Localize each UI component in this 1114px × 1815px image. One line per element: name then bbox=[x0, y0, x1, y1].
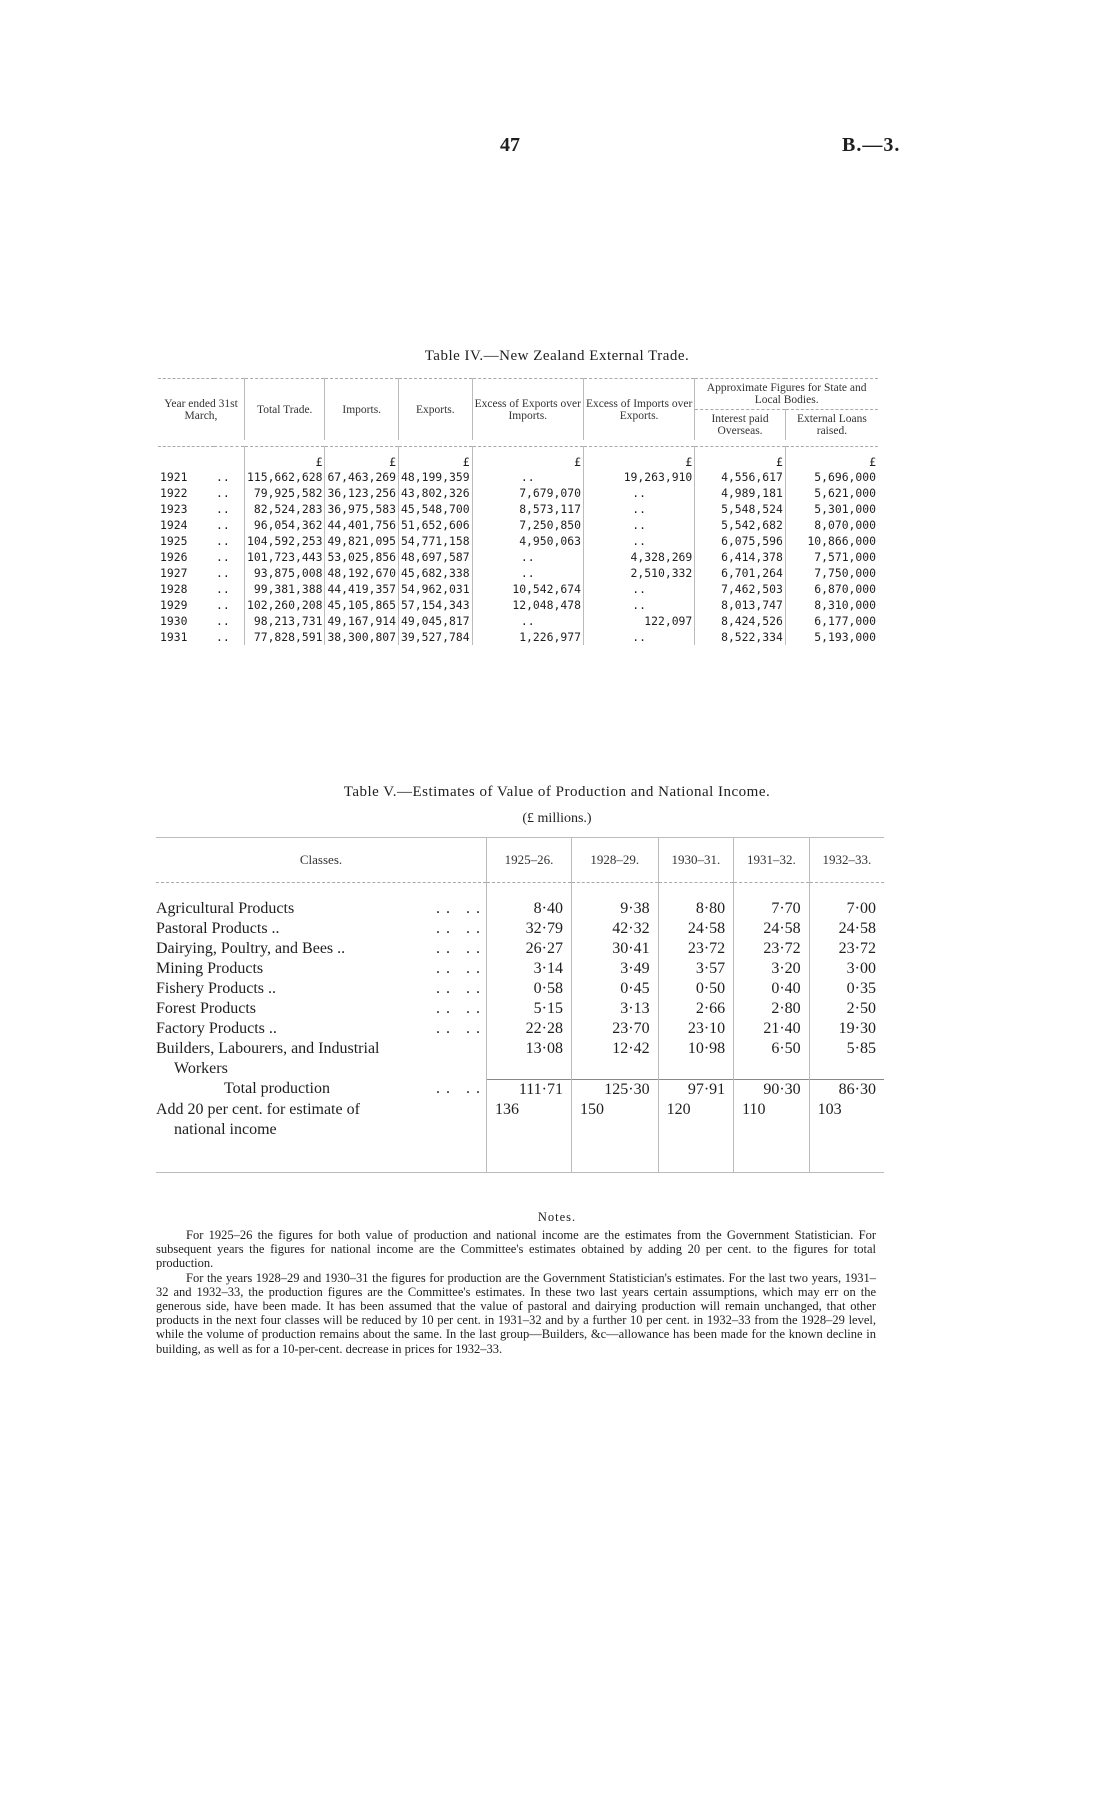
class-label-text: Total production bbox=[224, 1080, 330, 1097]
trade-row bbox=[158, 485, 878, 501]
cell-exports: 39,527,784 bbox=[399, 629, 473, 645]
cell-year: 1929 bbox=[160, 598, 188, 612]
total-row bbox=[156, 1079, 884, 1100]
cell-excess-imports: .. bbox=[583, 597, 694, 613]
cell-year: 1921 bbox=[160, 470, 188, 484]
cell-interest: 4,556,617 bbox=[695, 469, 786, 485]
cell-interest: 5,542,682 bbox=[695, 517, 786, 533]
header-year: 1931–32. bbox=[734, 838, 810, 883]
header-excess-exports: Excess of Exports over Imports. bbox=[472, 379, 583, 441]
value-cell: 86·30 bbox=[809, 1079, 884, 1100]
value-cell: 24·58 bbox=[658, 919, 734, 939]
header-classes: Classes. bbox=[156, 838, 487, 883]
class-label-text: national income bbox=[174, 1120, 277, 1138]
class-label-text: Factory Products .. bbox=[156, 1020, 277, 1037]
cell-interest: 8,424,526 bbox=[695, 613, 786, 629]
cell-excess-imports: 2,510,332 bbox=[583, 565, 694, 581]
cell-imports: 49,821,095 bbox=[325, 533, 399, 549]
cell-imports: 36,123,256 bbox=[325, 485, 399, 501]
cell-exports: 48,199,359 bbox=[399, 469, 473, 485]
external-trade-table bbox=[158, 378, 878, 645]
cell-excess-exports: .. bbox=[472, 613, 583, 629]
cell-year: 1928 bbox=[160, 582, 188, 596]
value-cell: 0·40 bbox=[734, 979, 810, 999]
class-label-text: Workers bbox=[174, 1060, 228, 1077]
value-cell: 111·71 bbox=[487, 1079, 572, 1100]
cell-loans: 10,866,000 bbox=[785, 533, 878, 549]
value-cell: 0·45 bbox=[571, 979, 658, 999]
value-cell: 97·91 bbox=[658, 1079, 734, 1100]
cell-total: 77,828,591 bbox=[245, 629, 325, 645]
cell-excess-imports: .. bbox=[583, 533, 694, 549]
value-cell: 0·35 bbox=[809, 979, 884, 999]
value-cell: 110 bbox=[734, 1100, 810, 1140]
class-row bbox=[156, 919, 884, 939]
cell-total: 79,925,582 bbox=[245, 485, 325, 501]
cell-excess-exports: 4,950,063 bbox=[472, 533, 583, 549]
class-label bbox=[156, 919, 487, 939]
leader-dots: .. .. bbox=[436, 920, 486, 937]
cell-year: 1925 bbox=[160, 534, 188, 548]
cell-exports: 45,682,338 bbox=[399, 565, 473, 581]
value-cell: 8·40 bbox=[487, 899, 572, 919]
trade-row bbox=[158, 581, 878, 597]
value-cell: 12·42 bbox=[571, 1039, 658, 1079]
national-income-row bbox=[156, 1100, 884, 1140]
cell-excess-imports: .. bbox=[583, 501, 694, 517]
class-label-text: Fishery Products .. bbox=[156, 980, 276, 997]
class-row bbox=[156, 999, 884, 1019]
cell-excess-imports: .. bbox=[583, 629, 694, 645]
cell-year: 1927 bbox=[160, 566, 188, 580]
cell-total: 115,662,628 bbox=[245, 469, 325, 485]
cell-year: 1923 bbox=[160, 502, 188, 516]
trade-row bbox=[158, 469, 878, 485]
cell-excess-exports: .. bbox=[472, 469, 583, 485]
class-label bbox=[156, 1079, 487, 1100]
cell-excess-exports: 10,542,674 bbox=[472, 581, 583, 597]
header-total-trade: Total Trade. bbox=[245, 379, 325, 441]
builders-row bbox=[156, 1039, 884, 1079]
currency-unit: £ bbox=[785, 447, 878, 470]
header-year: 1930–31. bbox=[658, 838, 734, 883]
header-external-loans: External Loans raised. bbox=[785, 410, 878, 441]
cell-dots: .. bbox=[216, 550, 230, 564]
cell-excess-imports: 122,097 bbox=[583, 613, 694, 629]
cell-dots: .. bbox=[216, 518, 230, 532]
cell-imports: 38,300,807 bbox=[325, 629, 399, 645]
value-cell: 23·70 bbox=[571, 1019, 658, 1039]
cell-exports: 51,652,606 bbox=[399, 517, 473, 533]
cell-exports: 45,548,700 bbox=[399, 501, 473, 517]
cell-imports: 53,025,856 bbox=[325, 549, 399, 565]
header-year: 1925–26. bbox=[487, 838, 572, 883]
cell-dots: .. bbox=[216, 614, 230, 628]
class-row bbox=[156, 899, 884, 919]
value-cell: 3·00 bbox=[809, 959, 884, 979]
leader-dots: .. .. bbox=[436, 980, 486, 997]
note-paragraph: For the years 1928–29 and 1930–31 the figures for production are the Government Statistician's estimates. For the last two years, 1931–32 and 1932–33, the production figures are the Committee's estimates. In these two last years certain assumptions, which may err on the generous side, have been made. It has been assumed that the value of pastoral and dairying production will remain unchanged, that other products in the next four classes will be reduced by 10 per cent. in 1931–32 and by a further 10 per cent. in 1932–33 from the 1928–29 level, while the volume of production remains about the same. In the last group—Builders, &c—allowance has been made for the known decline in building, as well as for a 10-per-cent. decrease in prices for 1932–33. bbox=[156, 1270, 876, 1356]
cell-imports: 49,167,914 bbox=[325, 613, 399, 629]
value-cell: 90·30 bbox=[734, 1079, 810, 1100]
table5-title: Table V.—Estimates of Value of Production and National Income. bbox=[343, 784, 771, 800]
cell-interest: 6,701,264 bbox=[695, 565, 786, 581]
note-paragraph: For 1925–26 the figures for both value of production and national income are the estimates from the Government Statistician. For subsequent years the figures for national income are the Committee's estimates obtained by adding 20 per cent. to the figures for total production. bbox=[156, 1228, 876, 1271]
cell-loans: 5,193,000 bbox=[785, 629, 878, 645]
cell-interest: 4,989,181 bbox=[695, 485, 786, 501]
cell-dots: .. bbox=[216, 502, 230, 516]
class-label bbox=[156, 939, 487, 959]
trade-row bbox=[158, 597, 878, 613]
cell-exports: 54,771,158 bbox=[399, 533, 473, 549]
class-label-text: Agricultural Products bbox=[156, 900, 295, 917]
cell-excess-exports: 8,573,117 bbox=[472, 501, 583, 517]
class-label bbox=[156, 1039, 487, 1079]
trade-row bbox=[158, 613, 878, 629]
leader-dots: .. .. bbox=[436, 900, 486, 917]
cell-imports: 48,192,670 bbox=[325, 565, 399, 581]
cell-excess-exports: 12,048,478 bbox=[472, 597, 583, 613]
header-year: 1932–33. bbox=[809, 838, 884, 883]
value-cell: 24·58 bbox=[734, 919, 810, 939]
cell-excess-exports: 7,250,850 bbox=[472, 517, 583, 533]
value-cell: 23·10 bbox=[658, 1019, 734, 1039]
value-cell: 3·20 bbox=[734, 959, 810, 979]
value-cell: 13·08 bbox=[487, 1039, 572, 1079]
class-row bbox=[156, 939, 884, 959]
value-cell: 3·13 bbox=[571, 999, 658, 1019]
cell-excess-imports: .. bbox=[583, 485, 694, 501]
header-interest-paid: Interest paid Overseas. bbox=[695, 410, 786, 441]
cell-dots: .. bbox=[216, 582, 230, 596]
cell-dots: .. bbox=[216, 534, 230, 548]
cell-year: 1926 bbox=[160, 550, 188, 564]
trade-row bbox=[158, 533, 878, 549]
production-income-table bbox=[156, 837, 884, 1173]
value-cell: 21·40 bbox=[734, 1019, 810, 1039]
cell-interest: 7,462,503 bbox=[695, 581, 786, 597]
value-cell: 19·30 bbox=[809, 1019, 884, 1039]
value-cell: 23·72 bbox=[809, 939, 884, 959]
value-cell: 22·28 bbox=[487, 1019, 572, 1039]
value-cell: 24·58 bbox=[809, 919, 884, 939]
value-cell: 3·57 bbox=[658, 959, 734, 979]
class-row bbox=[156, 959, 884, 979]
cell-year: 1924 bbox=[160, 518, 188, 532]
trade-row bbox=[158, 565, 878, 581]
class-label-text: Mining Products bbox=[156, 960, 264, 977]
value-cell: 125·30 bbox=[571, 1079, 658, 1100]
class-label-text: Forest Products bbox=[156, 1000, 256, 1017]
table-end bbox=[156, 1140, 884, 1173]
header-approx-figures: Approximate Figures for State and Local Bodies. bbox=[695, 379, 878, 410]
value-cell: 5·15 bbox=[487, 999, 572, 1019]
cell-imports: 44,419,357 bbox=[325, 581, 399, 597]
cell-excess-imports: 4,328,269 bbox=[583, 549, 694, 565]
notes-body bbox=[156, 1228, 876, 1356]
class-label bbox=[156, 959, 487, 979]
header-year: Year ended 31st March, bbox=[158, 379, 245, 441]
class-label bbox=[156, 899, 487, 919]
value-cell: 2·66 bbox=[658, 999, 734, 1019]
cell-year: 1931 bbox=[160, 630, 188, 644]
page-number: 47 bbox=[500, 134, 520, 156]
value-cell: 9·38 bbox=[571, 899, 658, 919]
cell-exports: 48,697,587 bbox=[399, 549, 473, 565]
cell-excess-imports: 19,263,910 bbox=[583, 469, 694, 485]
value-cell: 120 bbox=[658, 1100, 734, 1140]
value-cell: 6·50 bbox=[734, 1039, 810, 1079]
cell-excess-imports: .. bbox=[583, 517, 694, 533]
class-label bbox=[156, 1019, 487, 1039]
value-cell: 2·80 bbox=[734, 999, 810, 1019]
leader-dots: .. .. bbox=[436, 1000, 486, 1017]
currency-unit: £ bbox=[399, 447, 473, 470]
cell-exports: 54,962,031 bbox=[399, 581, 473, 597]
currency-unit: £ bbox=[583, 447, 694, 470]
cell-loans: 7,571,000 bbox=[785, 549, 878, 565]
header-year: 1928–29. bbox=[571, 838, 658, 883]
currency-unit: £ bbox=[472, 447, 583, 470]
leader-dots: .. .. bbox=[436, 1020, 486, 1037]
value-cell: 8·80 bbox=[658, 899, 734, 919]
leader-dots: .. .. bbox=[436, 940, 486, 957]
currency-unit: £ bbox=[325, 447, 399, 470]
value-cell: 103 bbox=[809, 1100, 884, 1140]
currency-unit: £ bbox=[245, 447, 325, 470]
cell-imports: 45,105,865 bbox=[325, 597, 399, 613]
cell-total: 96,054,362 bbox=[245, 517, 325, 533]
cell-total: 82,524,283 bbox=[245, 501, 325, 517]
value-cell: 136 bbox=[487, 1100, 572, 1140]
value-cell: 10·98 bbox=[658, 1039, 734, 1079]
cell-total: 102,260,208 bbox=[245, 597, 325, 613]
cell-year: 1922 bbox=[160, 486, 188, 500]
cell-dots: .. bbox=[216, 630, 230, 644]
cell-excess-exports: 1,226,977 bbox=[472, 629, 583, 645]
value-cell: 0·50 bbox=[658, 979, 734, 999]
cell-excess-exports: .. bbox=[472, 549, 583, 565]
value-cell: 32·79 bbox=[487, 919, 572, 939]
cell-loans: 8,070,000 bbox=[785, 517, 878, 533]
cell-excess-exports: .. bbox=[472, 565, 583, 581]
header-exports: Exports. bbox=[399, 379, 473, 441]
cell-interest: 8,013,747 bbox=[695, 597, 786, 613]
class-label bbox=[156, 979, 487, 999]
class-label-text: Pastoral Products .. bbox=[156, 920, 280, 937]
cell-interest: 6,075,596 bbox=[695, 533, 786, 549]
value-cell: 23·72 bbox=[734, 939, 810, 959]
header-excess-imports: Excess of Imports over Exports. bbox=[583, 379, 694, 441]
cell-total: 101,723,443 bbox=[245, 549, 325, 565]
cell-interest: 5,548,524 bbox=[695, 501, 786, 517]
trade-row bbox=[158, 629, 878, 645]
class-row bbox=[156, 979, 884, 999]
cell-dots: .. bbox=[216, 598, 230, 612]
cell-loans: 8,310,000 bbox=[785, 597, 878, 613]
cell-total: 93,875,008 bbox=[245, 565, 325, 581]
cell-interest: 6,414,378 bbox=[695, 549, 786, 565]
value-cell: 0·58 bbox=[487, 979, 572, 999]
class-label-text: Add 20 per cent. for estimate of bbox=[156, 1100, 360, 1118]
trade-row bbox=[158, 517, 878, 533]
value-cell: 7·70 bbox=[734, 899, 810, 919]
value-cell: 3·14 bbox=[487, 959, 572, 979]
cell-imports: 44,401,756 bbox=[325, 517, 399, 533]
class-label bbox=[156, 1100, 487, 1140]
cell-total: 98,213,731 bbox=[245, 613, 325, 629]
value-cell: 2·50 bbox=[809, 999, 884, 1019]
cell-dots: .. bbox=[216, 566, 230, 580]
leader-dots: .. .. bbox=[436, 1080, 486, 1097]
value-cell: 42·32 bbox=[571, 919, 658, 939]
cell-exports: 57,154,343 bbox=[399, 597, 473, 613]
cell-loans: 6,870,000 bbox=[785, 581, 878, 597]
cell-total: 99,381,388 bbox=[245, 581, 325, 597]
cell-loans: 6,177,000 bbox=[785, 613, 878, 629]
header-imports: Imports. bbox=[325, 379, 399, 441]
cell-exports: 43,802,326 bbox=[399, 485, 473, 501]
cell-imports: 36,975,583 bbox=[325, 501, 399, 517]
value-cell: 26·27 bbox=[487, 939, 572, 959]
trade-row bbox=[158, 549, 878, 565]
currency-unit: £ bbox=[695, 447, 786, 470]
document-reference: B.—3. bbox=[842, 134, 901, 156]
value-cell: 5·85 bbox=[809, 1039, 884, 1079]
cell-excess-exports: 7,679,070 bbox=[472, 485, 583, 501]
class-label-text: Builders, Labourers, and Industrial bbox=[156, 1040, 380, 1057]
cell-loans: 7,750,000 bbox=[785, 565, 878, 581]
cell-loans: 5,621,000 bbox=[785, 485, 878, 501]
cell-loans: 5,301,000 bbox=[785, 501, 878, 517]
value-cell: 30·41 bbox=[571, 939, 658, 959]
class-label bbox=[156, 999, 487, 1019]
class-label-text: Dairying, Poultry, and Bees .. bbox=[156, 940, 346, 957]
table4-title: Table IV.—New Zealand External Trade. bbox=[424, 348, 690, 364]
cell-interest: 8,522,334 bbox=[695, 629, 786, 645]
cell-year: 1930 bbox=[160, 614, 188, 628]
value-cell: 3·49 bbox=[571, 959, 658, 979]
value-cell: 7·00 bbox=[809, 899, 884, 919]
cell-dots: .. bbox=[216, 470, 230, 484]
table5-unit: (£ millions.) bbox=[522, 811, 592, 826]
cell-excess-imports: .. bbox=[583, 581, 694, 597]
notes-title: Notes. bbox=[537, 1210, 577, 1224]
leader-dots: .. .. bbox=[436, 960, 486, 977]
trade-row bbox=[158, 501, 878, 517]
value-cell: 23·72 bbox=[658, 939, 734, 959]
cell-imports: 67,463,269 bbox=[325, 469, 399, 485]
cell-dots: .. bbox=[216, 486, 230, 500]
class-row bbox=[156, 1019, 884, 1039]
cell-exports: 49,045,817 bbox=[399, 613, 473, 629]
value-cell: 150 bbox=[571, 1100, 658, 1140]
cell-loans: 5,696,000 bbox=[785, 469, 878, 485]
cell-total: 104,592,253 bbox=[245, 533, 325, 549]
